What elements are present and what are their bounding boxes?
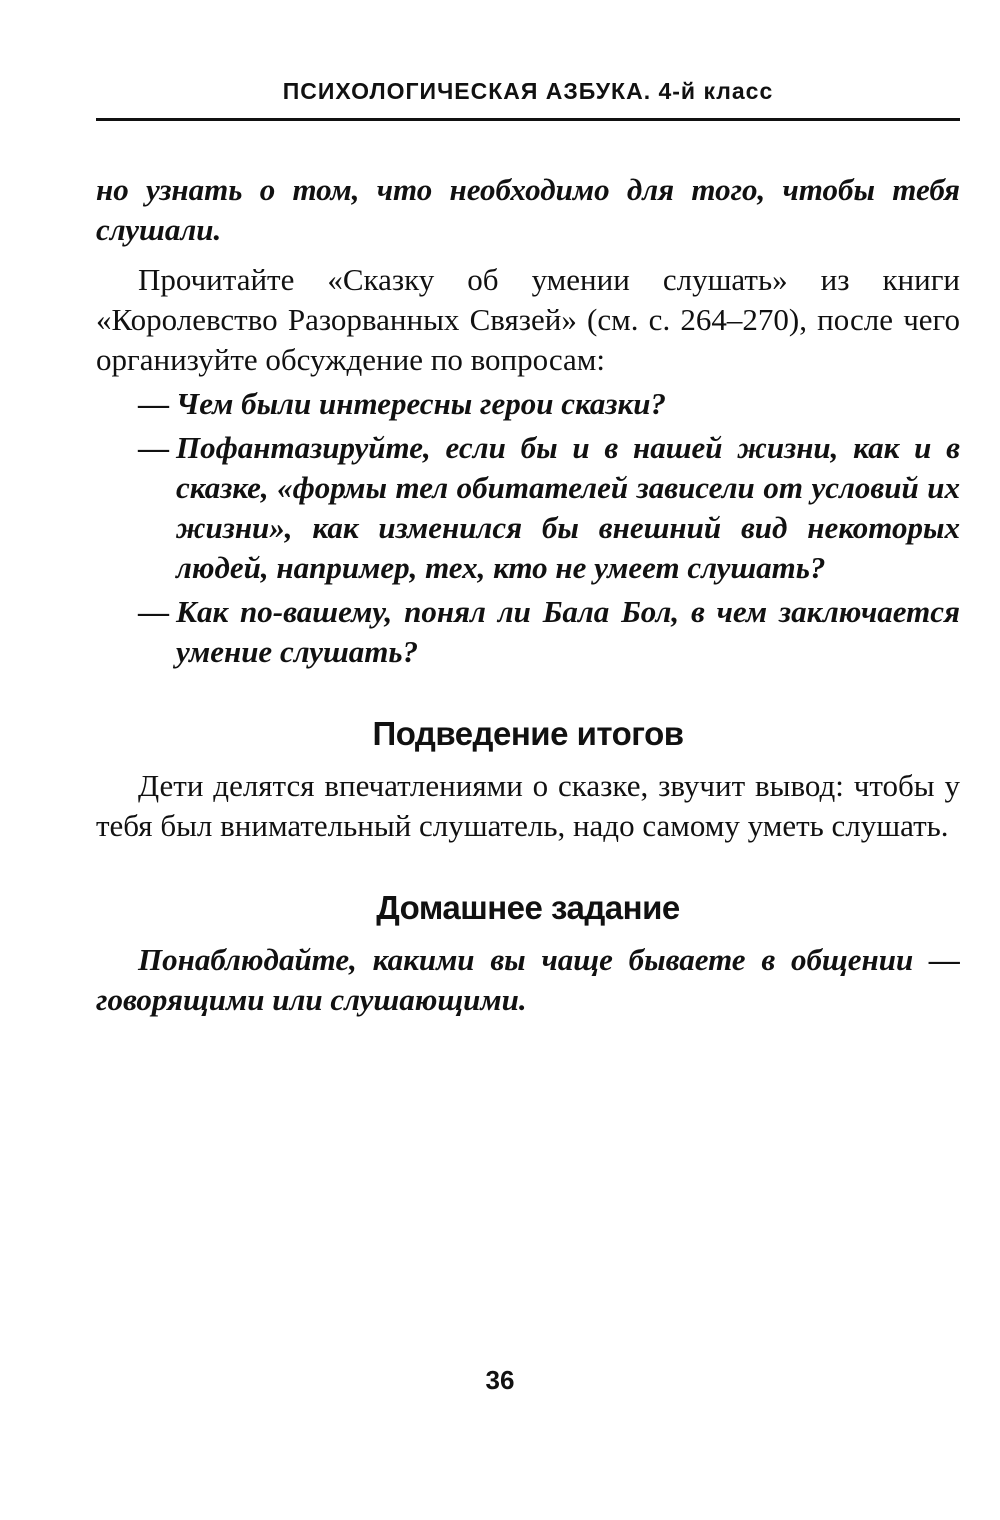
list-item	[96, 428, 960, 588]
summary-heading: Подведение итогов	[372, 715, 684, 752]
homework-heading: Домашнее задание	[376, 889, 680, 926]
homework-text: Понаблюдайте, какими вы чаще бываете в общении — говорящими или слушающими.	[96, 942, 960, 1017]
question-text: Чем были интересны герои сказки?	[176, 386, 666, 421]
list-item	[96, 384, 960, 424]
question-text: Как по-вашему, понял ли Бала Бол, в чем заключается умение слушать?	[176, 594, 960, 669]
running-head: ПСИХОЛОГИЧЕСКАЯ АЗБУКА. 4-й класс	[282, 78, 774, 104]
list-item	[96, 592, 960, 672]
intro-italic-text: но узнать о том, что необходимо для того, чтобы тебя слушали.	[96, 172, 960, 247]
page-number: 36	[485, 1365, 515, 1395]
question-text: Пофантазируйте, если бы и в нашей жизни, как и в сказке, «формы тел обитателей зависели от условий их жизни», как изменился бы внешний вид некоторых людей, например, тех, кто не умеет слушать?	[176, 430, 960, 585]
header-rule	[96, 118, 960, 121]
question-list	[96, 384, 960, 672]
dash-bullet: —	[138, 594, 169, 629]
summary-text: Дети делятся впечатлениями о сказке, звучит вывод: чтобы у тебя был внимательный слушатель, надо самому уметь слушать.	[96, 768, 960, 843]
reading-paragraph: Прочитайте «Сказку об умении слушать» из книги «Королевство Разорванных Связей» (см. с. 264–270), после чего организуйте обсуждение по вопросам:	[96, 262, 960, 377]
dash-bullet: —	[138, 430, 169, 465]
page-content	[96, 170, 960, 1020]
dash-bullet: —	[138, 386, 169, 421]
